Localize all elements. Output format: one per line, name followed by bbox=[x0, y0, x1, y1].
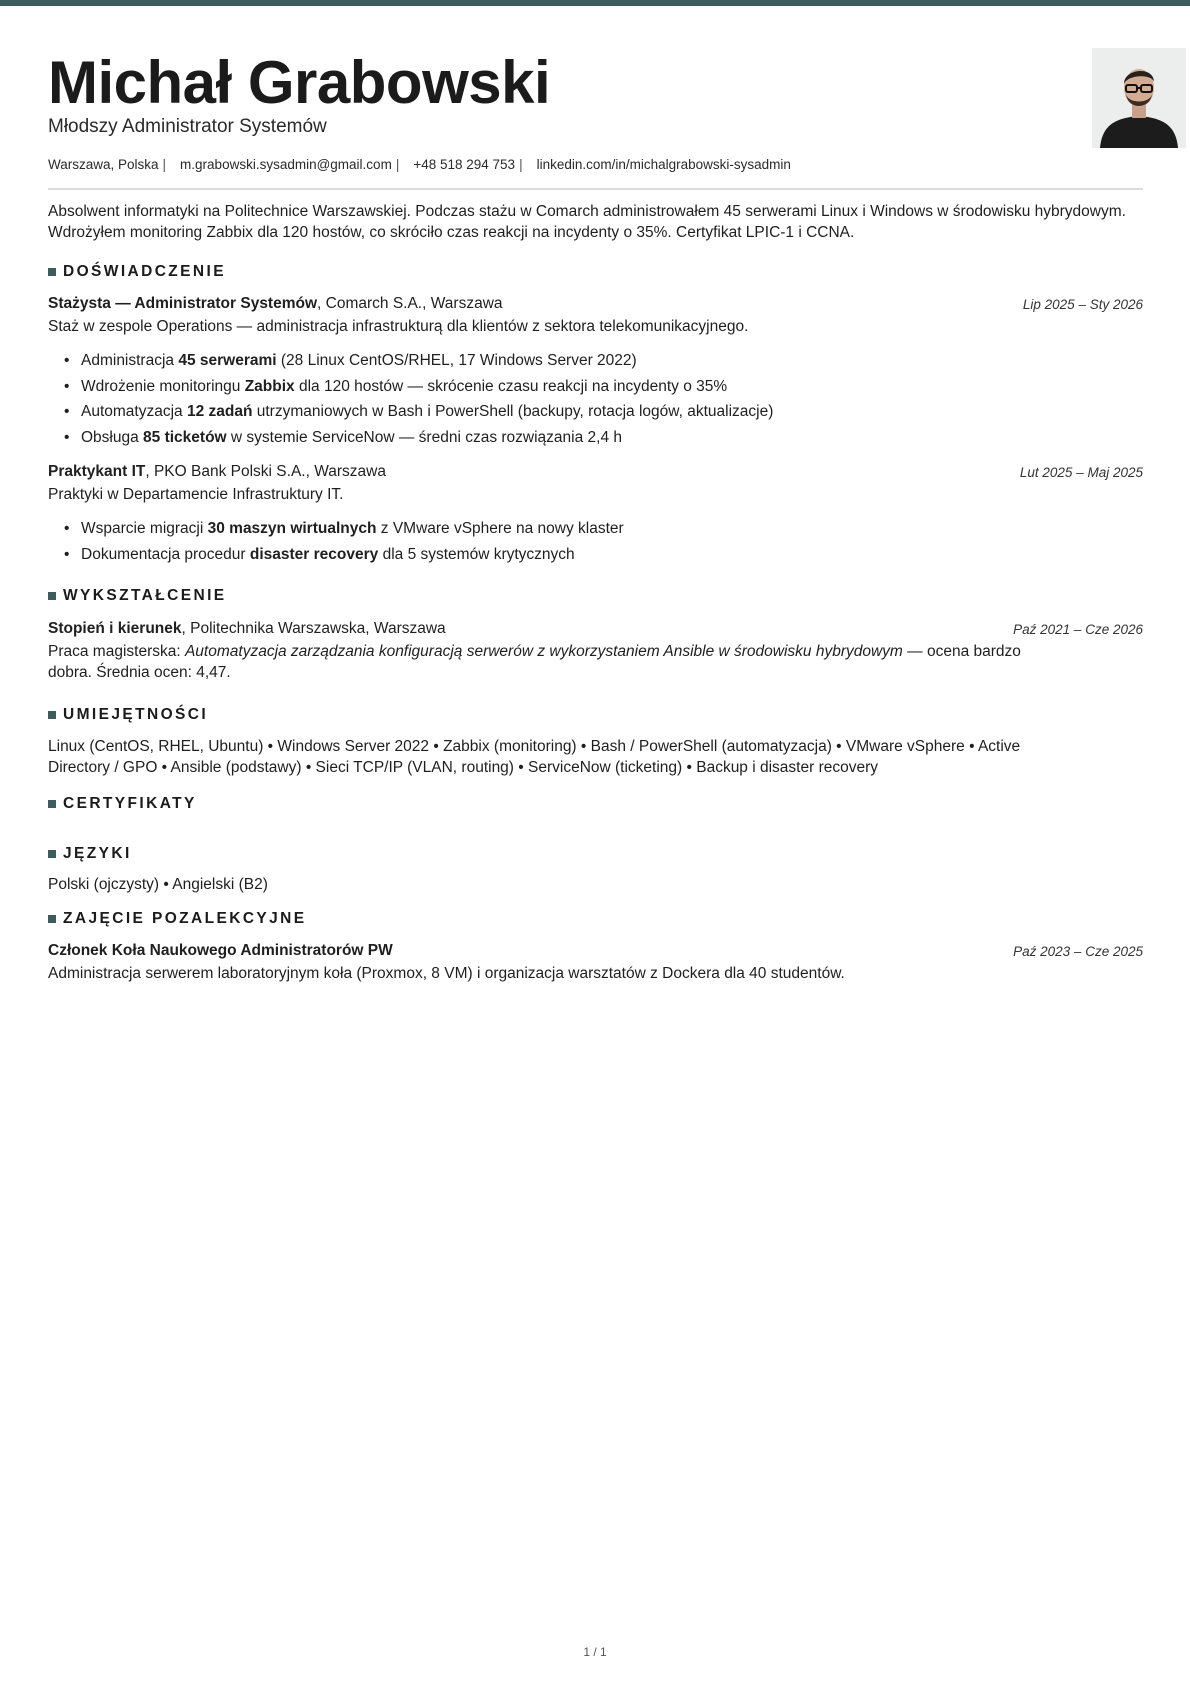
date-range: Paź 2021 – Cze 2026 bbox=[1013, 622, 1143, 637]
list-item: • Administracja 45 serwerami (28 Linux CentOS/RHEL, 17 Windows Server 2022) bbox=[48, 350, 773, 376]
experience-entry-2-bullets bbox=[48, 518, 624, 569]
list-item: • Wdrożenie monitoringu Zabbix dla 120 hostów — skrócenie czasu reakcji na incydenty o 35% bbox=[48, 376, 773, 402]
activity-title: Członek Koła Naukowego Administratorów PW bbox=[48, 942, 393, 959]
experience-entry-2-header bbox=[48, 461, 1143, 482]
separator: | bbox=[162, 157, 167, 172]
extracurricular-entry-header bbox=[48, 940, 1143, 961]
person-photo-icon bbox=[1092, 48, 1186, 148]
extracurricular-description: Administracja serwerem laboratoryjnym koła (Proxmox, 8 VM) i organizacja warsztatów z Dockera dla 40 studentów. bbox=[48, 965, 845, 982]
skills-line-1: Linux (CentOS, RHEL, Ubuntu) • Windows Server 2022 • Zabbix (monitoring) • Bash / PowerShell (automatyzacja) • VMware vSphere • Active bbox=[48, 738, 1021, 755]
contact-email[interactable]: m.grabowski.sysadmin@gmail.com bbox=[180, 157, 392, 172]
section-heading-experience: DOŚWIADCZENIE bbox=[48, 263, 226, 281]
list-item: • Dokumentacja procedur disaster recovery dla 5 systemów krytycznych bbox=[48, 544, 624, 570]
contact-line bbox=[48, 157, 791, 172]
top-accent-bar bbox=[0, 0, 1190, 6]
section-marker-icon bbox=[48, 800, 56, 808]
separator: | bbox=[395, 157, 400, 172]
degree: Stopień i kierunek bbox=[48, 620, 182, 637]
section-heading-certificates: CERTYFIKATY bbox=[48, 795, 197, 813]
section-heading-education: WYKSZTAŁCENIE bbox=[48, 587, 227, 605]
section-heading-extracurricular: ZAJĘCIE POZALEKCYJNE bbox=[48, 910, 307, 928]
date-range: Lut 2025 – Maj 2025 bbox=[1019, 465, 1143, 480]
contact-phone[interactable]: +48 518 294 753 bbox=[413, 157, 516, 172]
experience-entry-1-bullets bbox=[48, 350, 773, 452]
list-item: • Obsługa 85 ticketów w systemie ServiceNow — średni czas rozwiązania 2,4 h bbox=[48, 427, 773, 453]
role: Stażysta — Administrator Systemów bbox=[48, 295, 318, 312]
section-marker-icon bbox=[48, 592, 56, 600]
list-item: • Wsparcie migracji 30 maszyn wirtualnych z VMware vSphere na nowy klaster bbox=[48, 518, 624, 544]
skills-line-2: Directory / GPO • Ansible (podstawy) • Sieci TCP/IP (VLAN, routing) • ServiceNow (ticketing) • Backup i disaster recovery bbox=[48, 759, 878, 776]
header-divider bbox=[48, 188, 1143, 190]
education-grade: dobra. Średnia ocen: 4,47. bbox=[48, 664, 231, 681]
section-marker-icon bbox=[48, 915, 56, 923]
thesis-title: Automatyzacja zarządzania konfiguracją serwerów z wykorzystaniem Ansible w środowisku hybrydowym bbox=[184, 643, 903, 660]
section-heading-languages: JĘZYKI bbox=[48, 845, 132, 863]
section-heading-skills: UMIEJĘTNOŚCI bbox=[48, 706, 208, 724]
experience-entry-1-header bbox=[48, 293, 1143, 314]
date-range: Paź 2023 – Cze 2025 bbox=[1013, 944, 1143, 959]
section-marker-icon bbox=[48, 850, 56, 858]
languages-line: Polski (ojczysty) • Angielski (B2) bbox=[48, 876, 268, 893]
candidate-name: Michał Grabowski bbox=[48, 49, 551, 116]
section-marker-icon bbox=[48, 711, 56, 719]
separator: | bbox=[519, 157, 523, 172]
contact-location: Warszawa, Polska bbox=[48, 157, 159, 172]
experience-entry-1-description: Staż w zespole Operations — administracja infrastrukturą dla klientów z sektora telekomunikacyjnego. bbox=[48, 318, 749, 335]
profile-summary: Absolwent informatyki na Politechnice Warszawskiej. Podczas stażu w Comarch administrowałem 45 serwerami Linux i Windows w środowisku hybrydowym. Wdrożyłem monitoring Zabbix dla 120 hostów, co skróciło czas reakcji na incydenty o 35%. Certyfikat LPIC-1 i CCNA. bbox=[48, 203, 1126, 241]
section-marker-icon bbox=[48, 268, 56, 276]
company: , PKO Bank Polski S.A., Warszawa bbox=[145, 463, 386, 480]
contact-linkedin[interactable]: linkedin.com/in/michalgrabowski-sysadmin bbox=[536, 157, 791, 172]
school: , Politechnika Warszawska, Warszawa bbox=[181, 620, 446, 637]
education-entry-header bbox=[48, 618, 1143, 639]
experience-entry-2-description: Praktyki w Departamencie Infrastruktury IT. bbox=[48, 486, 344, 503]
date-range: Lip 2025 – Sty 2026 bbox=[1022, 297, 1143, 312]
education-thesis: Praca magisterska: Automatyzacja zarządzania konfiguracją serwerów z wykorzystaniem Ansible w środowisku hybrydowym — ocena bardzo bbox=[48, 643, 1021, 660]
list-item: • Automatyzacja 12 zadań utrzymaniowych w Bash i PowerShell (backupy, rotacja logów, aktualizacje) bbox=[48, 401, 773, 427]
company: , Comarch S.A., Warszawa bbox=[317, 295, 503, 312]
profile-photo bbox=[1092, 48, 1186, 148]
page-number: 1 / 1 bbox=[583, 1645, 607, 1659]
role: Praktykant IT bbox=[48, 463, 146, 480]
job-title: Młodszy Administrator Systemów bbox=[48, 116, 327, 137]
